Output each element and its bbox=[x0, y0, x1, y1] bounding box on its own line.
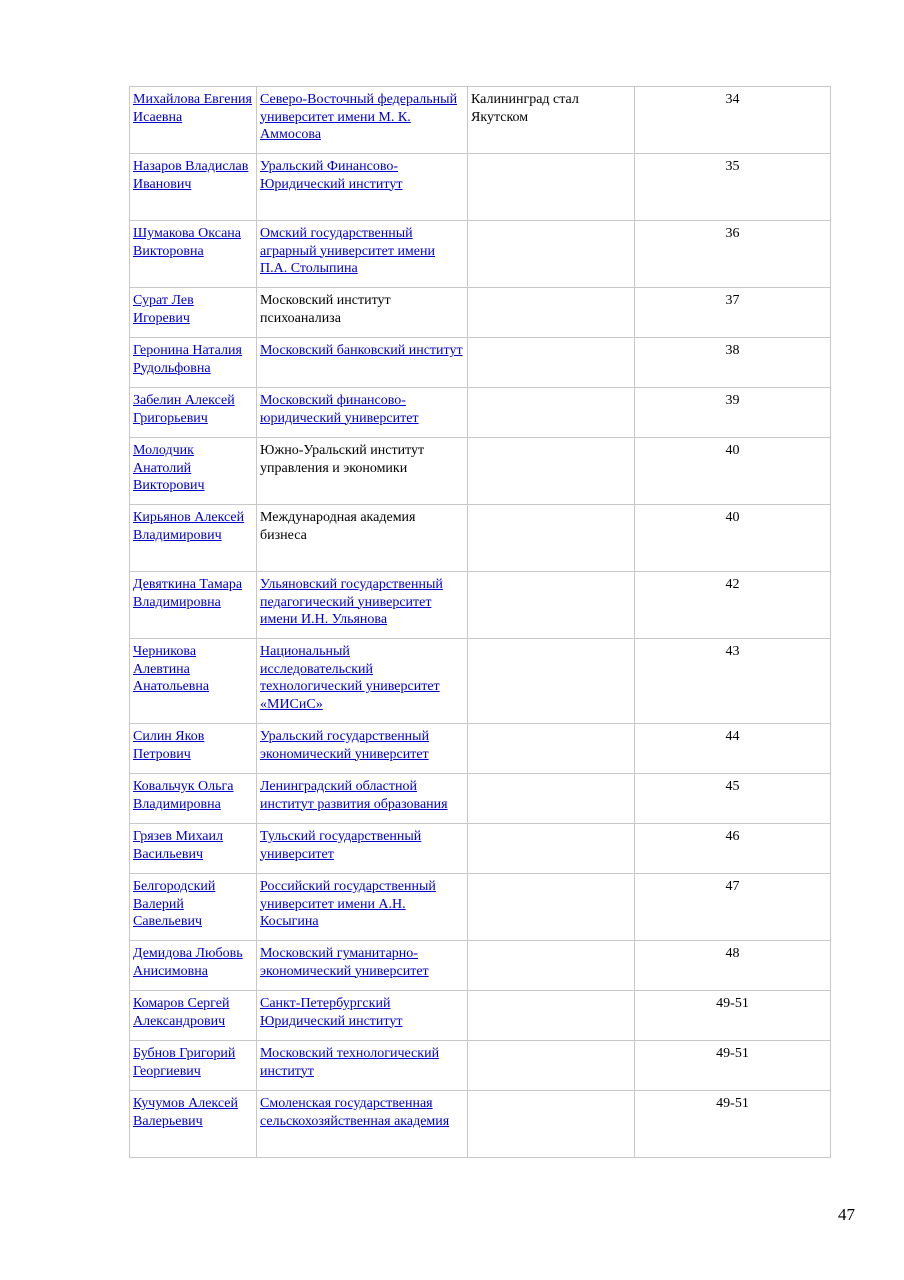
person-link[interactable]: Силин Яков Петрович bbox=[133, 729, 205, 762]
person-link[interactable]: Белгородский Валерий Савельевич bbox=[133, 879, 216, 929]
institution-cell bbox=[257, 388, 468, 438]
table-row bbox=[130, 288, 831, 338]
person-link[interactable]: Геронина Наталия Рудольфовна bbox=[133, 343, 242, 376]
name-cell bbox=[130, 221, 257, 288]
rank-cell: 47 bbox=[635, 874, 831, 941]
name-cell bbox=[130, 774, 257, 824]
note-cell bbox=[468, 221, 635, 288]
name-cell bbox=[130, 1091, 257, 1158]
table-row bbox=[130, 338, 831, 388]
institution-link[interactable]: Северо-Восточный федеральный университет имени М. К. Аммосова bbox=[260, 92, 458, 142]
table-row bbox=[130, 154, 831, 221]
rank-cell: 43 bbox=[635, 639, 831, 724]
person-link[interactable]: Забелин Алексей Григорьевич bbox=[133, 393, 235, 426]
rank-cell: 39 bbox=[635, 388, 831, 438]
person-link[interactable]: Молодчик Анатолий Викторович bbox=[133, 443, 205, 493]
rank-cell: 40 bbox=[635, 505, 831, 572]
note-cell bbox=[468, 991, 635, 1041]
rank-cell: 49-51 bbox=[635, 991, 831, 1041]
rank-cell: 45 bbox=[635, 774, 831, 824]
rank-cell: 48 bbox=[635, 941, 831, 991]
institution-link[interactable]: Национальный исследовательский технологический университет «МИСиС» bbox=[260, 644, 440, 712]
table-row bbox=[130, 1041, 831, 1091]
rank-cell: 42 bbox=[635, 572, 831, 639]
rank-cell: 49-51 bbox=[635, 1091, 831, 1158]
name-cell bbox=[130, 87, 257, 154]
person-link[interactable]: Грязев Михаил Васильевич bbox=[133, 829, 223, 862]
rank-cell: 36 bbox=[635, 221, 831, 288]
institution-link[interactable]: Московский банковский институт bbox=[260, 343, 463, 358]
institution-cell bbox=[257, 639, 468, 724]
note-cell bbox=[468, 505, 635, 572]
note-cell bbox=[468, 774, 635, 824]
rank-cell: 38 bbox=[635, 338, 831, 388]
rank-cell: 37 bbox=[635, 288, 831, 338]
dissertation-table bbox=[129, 86, 831, 1158]
institution-cell bbox=[257, 87, 468, 154]
person-link[interactable]: Бубнов Григорий Георгиевич bbox=[133, 1046, 236, 1079]
note-cell bbox=[468, 572, 635, 639]
name-cell bbox=[130, 505, 257, 572]
page-number: 47 bbox=[838, 1205, 855, 1224]
name-cell bbox=[130, 154, 257, 221]
note-cell bbox=[468, 338, 635, 388]
rank-cell: 34 bbox=[635, 87, 831, 154]
institution-link[interactable]: Тульский государственный университет bbox=[260, 829, 422, 862]
institution-cell: Международная академия бизнеса bbox=[257, 505, 468, 572]
table-row bbox=[130, 724, 831, 774]
institution-link[interactable]: Московский финансово-юридический университет bbox=[260, 393, 419, 426]
table-row bbox=[130, 991, 831, 1041]
person-link[interactable]: Назаров Владислав Иванович bbox=[133, 159, 249, 192]
institution-cell bbox=[257, 154, 468, 221]
note-cell: Калининград стал Якутском bbox=[468, 87, 635, 154]
institution-link[interactable]: Московский гуманитарно-экономический университет bbox=[260, 946, 429, 979]
institution-cell bbox=[257, 941, 468, 991]
institution-cell bbox=[257, 1041, 468, 1091]
table-row bbox=[130, 639, 831, 724]
institution-cell bbox=[257, 774, 468, 824]
institution-link[interactable]: Уральский государственный экономический университет bbox=[260, 729, 430, 762]
name-cell bbox=[130, 724, 257, 774]
person-link[interactable]: Девяткина Тамара Владимировна bbox=[133, 577, 243, 610]
name-cell bbox=[130, 991, 257, 1041]
note-cell bbox=[468, 154, 635, 221]
institution-link[interactable]: Московский технологический институт bbox=[260, 1046, 440, 1079]
name-cell bbox=[130, 874, 257, 941]
note-cell bbox=[468, 824, 635, 874]
institution-link[interactable]: Ульяновский государственный педагогический университет имени И.Н. Ульянова bbox=[260, 577, 443, 627]
note-cell bbox=[468, 941, 635, 991]
table-row bbox=[130, 388, 831, 438]
institution-link[interactable]: Российский государственный университет имени А.Н. Косыгина bbox=[260, 879, 436, 929]
person-link[interactable]: Комаров Сергей Александрович bbox=[133, 996, 230, 1029]
institution-cell bbox=[257, 1091, 468, 1158]
note-cell bbox=[468, 1091, 635, 1158]
person-link[interactable]: Кирьянов Алексей Владимирович bbox=[133, 510, 245, 543]
institution-link[interactable]: Смоленская государственная сельскохозяйственная академия bbox=[260, 1096, 450, 1129]
table-row bbox=[130, 221, 831, 288]
rank-cell: 44 bbox=[635, 724, 831, 774]
note-cell bbox=[468, 438, 635, 505]
table-row bbox=[130, 774, 831, 824]
name-cell bbox=[130, 388, 257, 438]
name-cell bbox=[130, 572, 257, 639]
table-row bbox=[130, 505, 831, 572]
table-row bbox=[130, 874, 831, 941]
table-row bbox=[130, 572, 831, 639]
institution-cell: Московский институт психоанализа bbox=[257, 288, 468, 338]
rank-cell: 46 bbox=[635, 824, 831, 874]
person-link[interactable]: Кучумов Алексей Валерьевич bbox=[133, 1096, 238, 1129]
institution-link[interactable]: Уральский Финансово-Юридический институт bbox=[260, 159, 403, 192]
table-row bbox=[130, 87, 831, 154]
table-body bbox=[130, 87, 831, 1158]
institution-cell bbox=[257, 338, 468, 388]
name-cell bbox=[130, 824, 257, 874]
name-cell bbox=[130, 639, 257, 724]
note-cell bbox=[468, 724, 635, 774]
person-link[interactable]: Демидова Любовь Анисимовна bbox=[133, 946, 243, 979]
name-cell bbox=[130, 1041, 257, 1091]
name-cell bbox=[130, 941, 257, 991]
institution-cell: Южно-Уральский институт управления и экономики bbox=[257, 438, 468, 505]
rank-cell: 40 bbox=[635, 438, 831, 505]
table-row bbox=[130, 438, 831, 505]
institution-cell bbox=[257, 874, 468, 941]
name-cell bbox=[130, 338, 257, 388]
institution-cell bbox=[257, 991, 468, 1041]
name-cell bbox=[130, 438, 257, 505]
rank-cell: 49-51 bbox=[635, 1041, 831, 1091]
institution-link[interactable]: Омский государственный аграрный университет имени П.А. Столыпина bbox=[260, 226, 435, 276]
note-cell bbox=[468, 639, 635, 724]
person-link[interactable]: Сурат Лев Игоревич bbox=[133, 293, 194, 326]
note-cell bbox=[468, 388, 635, 438]
note-cell bbox=[468, 874, 635, 941]
table-row bbox=[130, 941, 831, 991]
person-link[interactable]: Шумакова Оксана Викторовна bbox=[133, 226, 242, 259]
person-link[interactable]: Михайлова Евгения Исаевна bbox=[133, 92, 252, 125]
table-row bbox=[130, 824, 831, 874]
person-link[interactable]: Черникова Алевтина Анатольевна bbox=[133, 644, 210, 694]
note-cell bbox=[468, 288, 635, 338]
person-link[interactable]: Ковальчук Ольга Владимировна bbox=[133, 779, 234, 812]
institution-cell bbox=[257, 824, 468, 874]
institution-link[interactable]: Ленинградский областной институт развития образования bbox=[260, 779, 448, 812]
institution-cell bbox=[257, 724, 468, 774]
name-cell bbox=[130, 288, 257, 338]
institution-cell bbox=[257, 572, 468, 639]
rank-cell: 35 bbox=[635, 154, 831, 221]
note-cell bbox=[468, 1041, 635, 1091]
table-row bbox=[130, 1091, 831, 1158]
institution-cell bbox=[257, 221, 468, 288]
institution-link[interactable]: Санкт-Петербургский Юридический институт bbox=[260, 996, 403, 1029]
